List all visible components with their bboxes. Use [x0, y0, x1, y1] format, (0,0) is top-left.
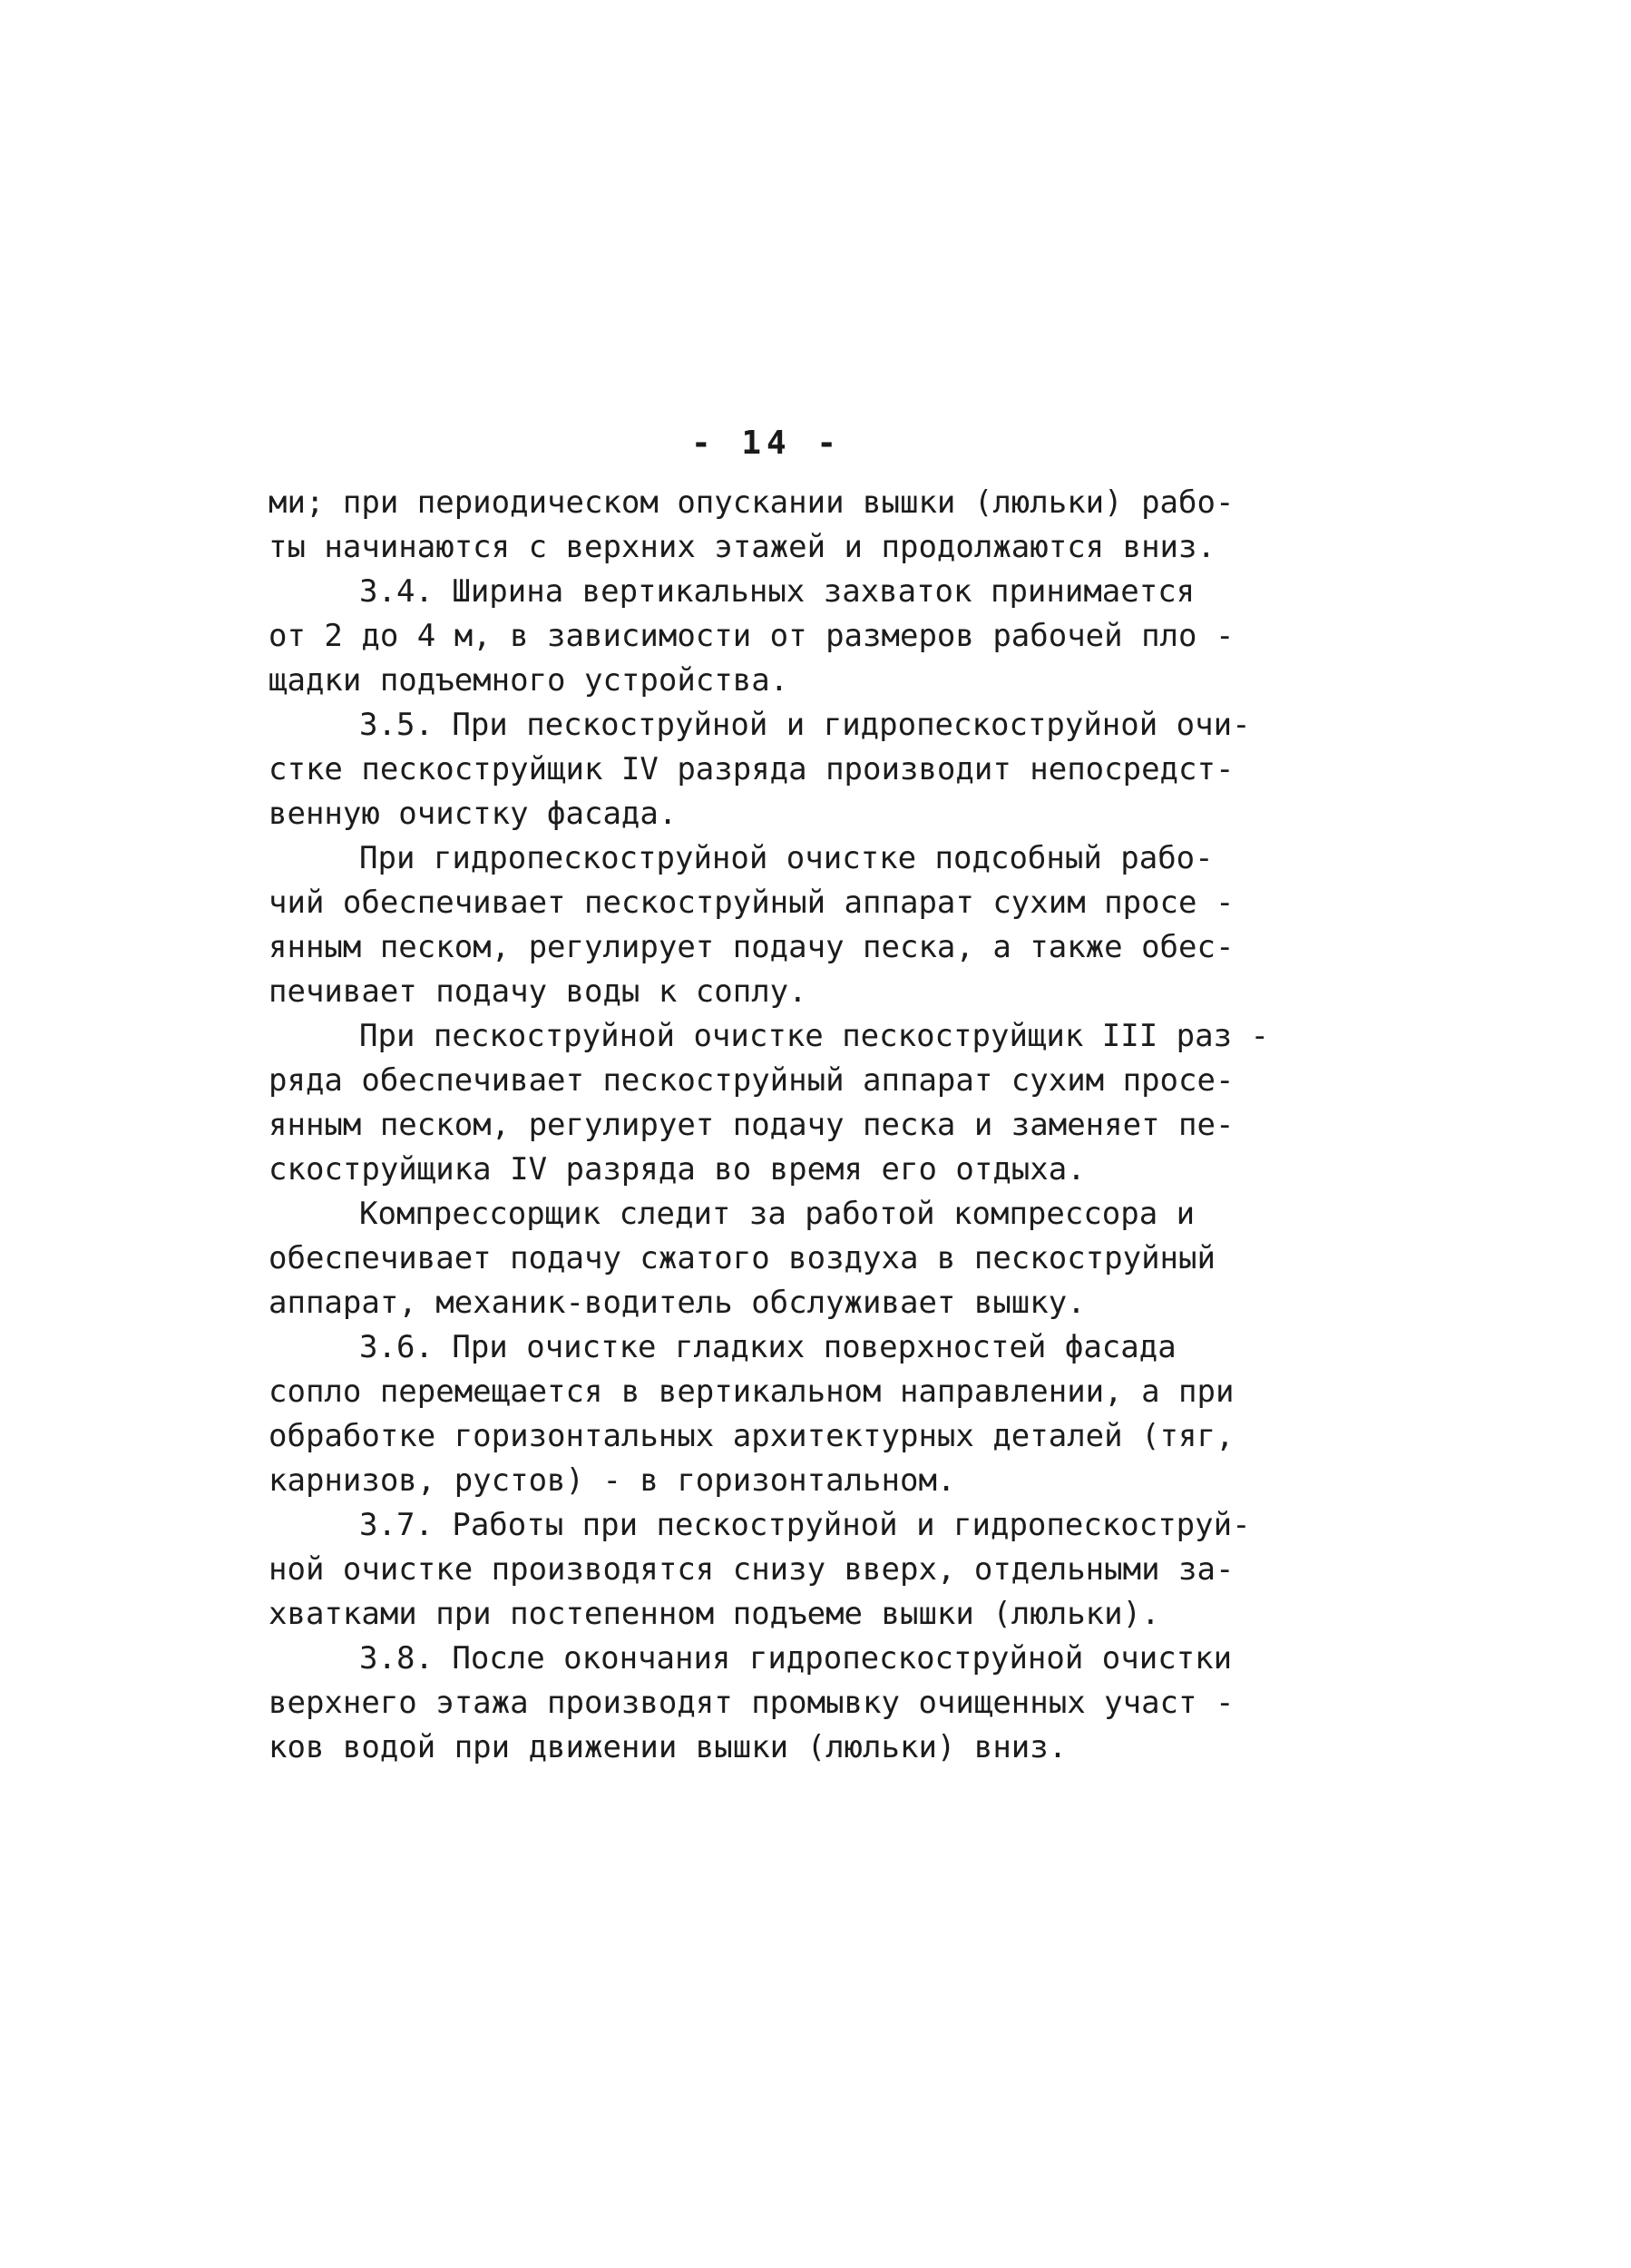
text-line: 3.7. Работы при пескоструйной и гидропескоструй- [359, 1507, 1251, 1543]
text-line: При гидропескоструйной очистке подсобный рабо- [359, 840, 1214, 876]
text-line: обработке горизонтальных архитектурных деталей (тяг, [269, 1418, 1235, 1454]
text-line: скоструйщика IV разряда во время его отдыха. [269, 1151, 1086, 1188]
text-line: стке пескоструйщик IV разряда производит непосредст- [269, 751, 1235, 787]
text-line: 3.6. При очистке гладких поверхностей фасада [359, 1329, 1177, 1365]
text-line: ты начинаются с верхних этажей и продолжаются вниз. [269, 529, 1216, 565]
text-line: янным песком, регулирует подачу песка, а также обес- [269, 929, 1235, 965]
text-line: обеспечивает подачу сжатого воздуха в пескоструйный [269, 1240, 1216, 1276]
text-line: венную очистку фасада. [269, 796, 678, 832]
text-line: ков водой при движении вышки (люльки) вниз. [269, 1729, 1068, 1765]
text-line: При пескоструйной очистке пескоструйщик III раз - [359, 1018, 1270, 1054]
page-number: - 14 - [690, 425, 843, 462]
text-line: карнизов, рустов) - в горизонтальном. [269, 1462, 956, 1499]
text-line: Компрессорщик следит за работой компрессора и [359, 1196, 1196, 1232]
text-line: 3.4. Ширина вертикальных захваток принимается [359, 573, 1196, 610]
body-text [269, 481, 1303, 1770]
text-line: янным песком, регулирует подачу песка и заменяет пе- [269, 1107, 1235, 1143]
text-line: печивает подачу воды к соплу. [269, 973, 807, 1010]
text-line: ряда обеспечивает пескоструйный аппарат сухим просе- [269, 1062, 1235, 1099]
text-line: 3.5. При пескоструйной и гидропескоструйной очи- [359, 707, 1251, 743]
text-line: ной очистке производятся снизу вверх, отдельными за- [269, 1551, 1235, 1588]
text-line: от 2 до 4 м, в зависимости от размеров рабочей пло - [269, 618, 1235, 654]
text-line: хватками при постепенном подъеме вышки (люльки). [269, 1596, 1160, 1632]
text-line: 3.8. После окончания гидропескоструйной очистки [359, 1640, 1233, 1677]
text-line: щадки подъемного устройства. [269, 662, 789, 699]
text-line: аппарат, механик-водитель обслуживает вышку. [269, 1285, 1086, 1321]
text-line: чий обеспечивает пескоструйный аппарат сухим просе - [269, 885, 1235, 921]
text-line: верхнего этажа производят промывку очищенных участ - [269, 1685, 1235, 1721]
text-line: ми; при периодическом опускании вышки (люльки) рабо- [269, 484, 1235, 521]
text-line: сопло перемещается в вертикальном направлении, а при [269, 1374, 1235, 1410]
